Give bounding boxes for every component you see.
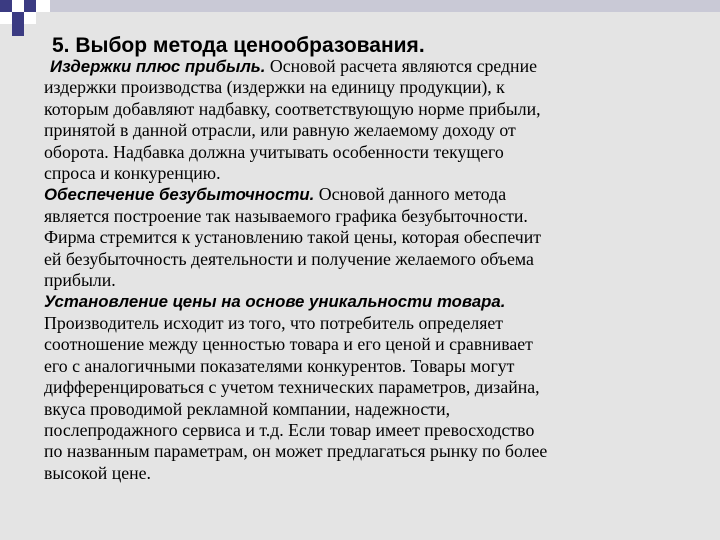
paragraph-line: спроса и конкуренцию. <box>44 163 221 184</box>
paragraph-line: вкуса проводимой рекламной компании, надежности, <box>44 398 451 419</box>
paragraph-line: его с аналогичными показателями конкурентов. Товары могут <box>44 355 515 376</box>
checker-square <box>36 0 50 12</box>
paragraph-line: Производитель исходит из того, что потребитель определяет <box>44 312 504 333</box>
checker-square <box>24 12 36 24</box>
paragraph-line <box>44 184 684 205</box>
paragraph-line: соотношение между ценностью товара и его ценой и сравнивает <box>44 334 533 355</box>
checker-square <box>12 24 24 36</box>
paragraph-line: по названным параметрам, он может предлагаться рынку по более <box>44 441 548 462</box>
paragraph-line: которым добавляют надбавку, соответствующую норме прибыли, <box>44 98 541 119</box>
checker-square <box>0 12 12 24</box>
section-lead: Обеспечение безубыточности. <box>44 185 315 205</box>
slide-title: 5. Выбор метода ценообразования. <box>52 34 425 57</box>
checker-square <box>24 0 36 12</box>
paragraph-line: является построение так называемого графика безубыточности. <box>44 205 528 226</box>
paragraph-line: оборота. Надбавка должна учитывать особенности текущего <box>44 141 504 162</box>
paragraph-line: Фирма стремится к установлению такой цены, которая обеспечит <box>44 227 542 248</box>
paragraph-line: дифференцироваться с учетом технических параметров, дизайна, <box>44 377 540 398</box>
text-span: Основой данного метода <box>314 184 507 205</box>
checker-band <box>50 0 720 12</box>
paragraph-line <box>44 56 684 77</box>
paragraph-line <box>44 291 684 312</box>
paragraph-line: принятой в данной отрасли, или равную желаемому доходу от <box>44 120 516 141</box>
paragraph-line: высокой цене. <box>44 462 151 483</box>
section-lead: Установление цены на основе уникальности товара. <box>44 292 506 312</box>
text-span: Основой расчета являются средние <box>265 56 537 76</box>
checker-square <box>12 0 24 12</box>
paragraph-line: прибыли. <box>44 270 116 291</box>
paragraph-line: ей безубыточность деятельности и получение желаемого объема <box>44 248 534 269</box>
slide-body <box>44 56 684 484</box>
checker-square <box>12 12 24 24</box>
paragraph-line: издержки производства (издержки на единицу продукции), к <box>44 77 505 98</box>
paragraph-line: послепродажного сервиса и т.д. Если товар имеет превосходство <box>44 419 535 440</box>
section-lead: Издержки плюс прибыль. <box>50 57 266 76</box>
checker-square <box>0 0 12 12</box>
